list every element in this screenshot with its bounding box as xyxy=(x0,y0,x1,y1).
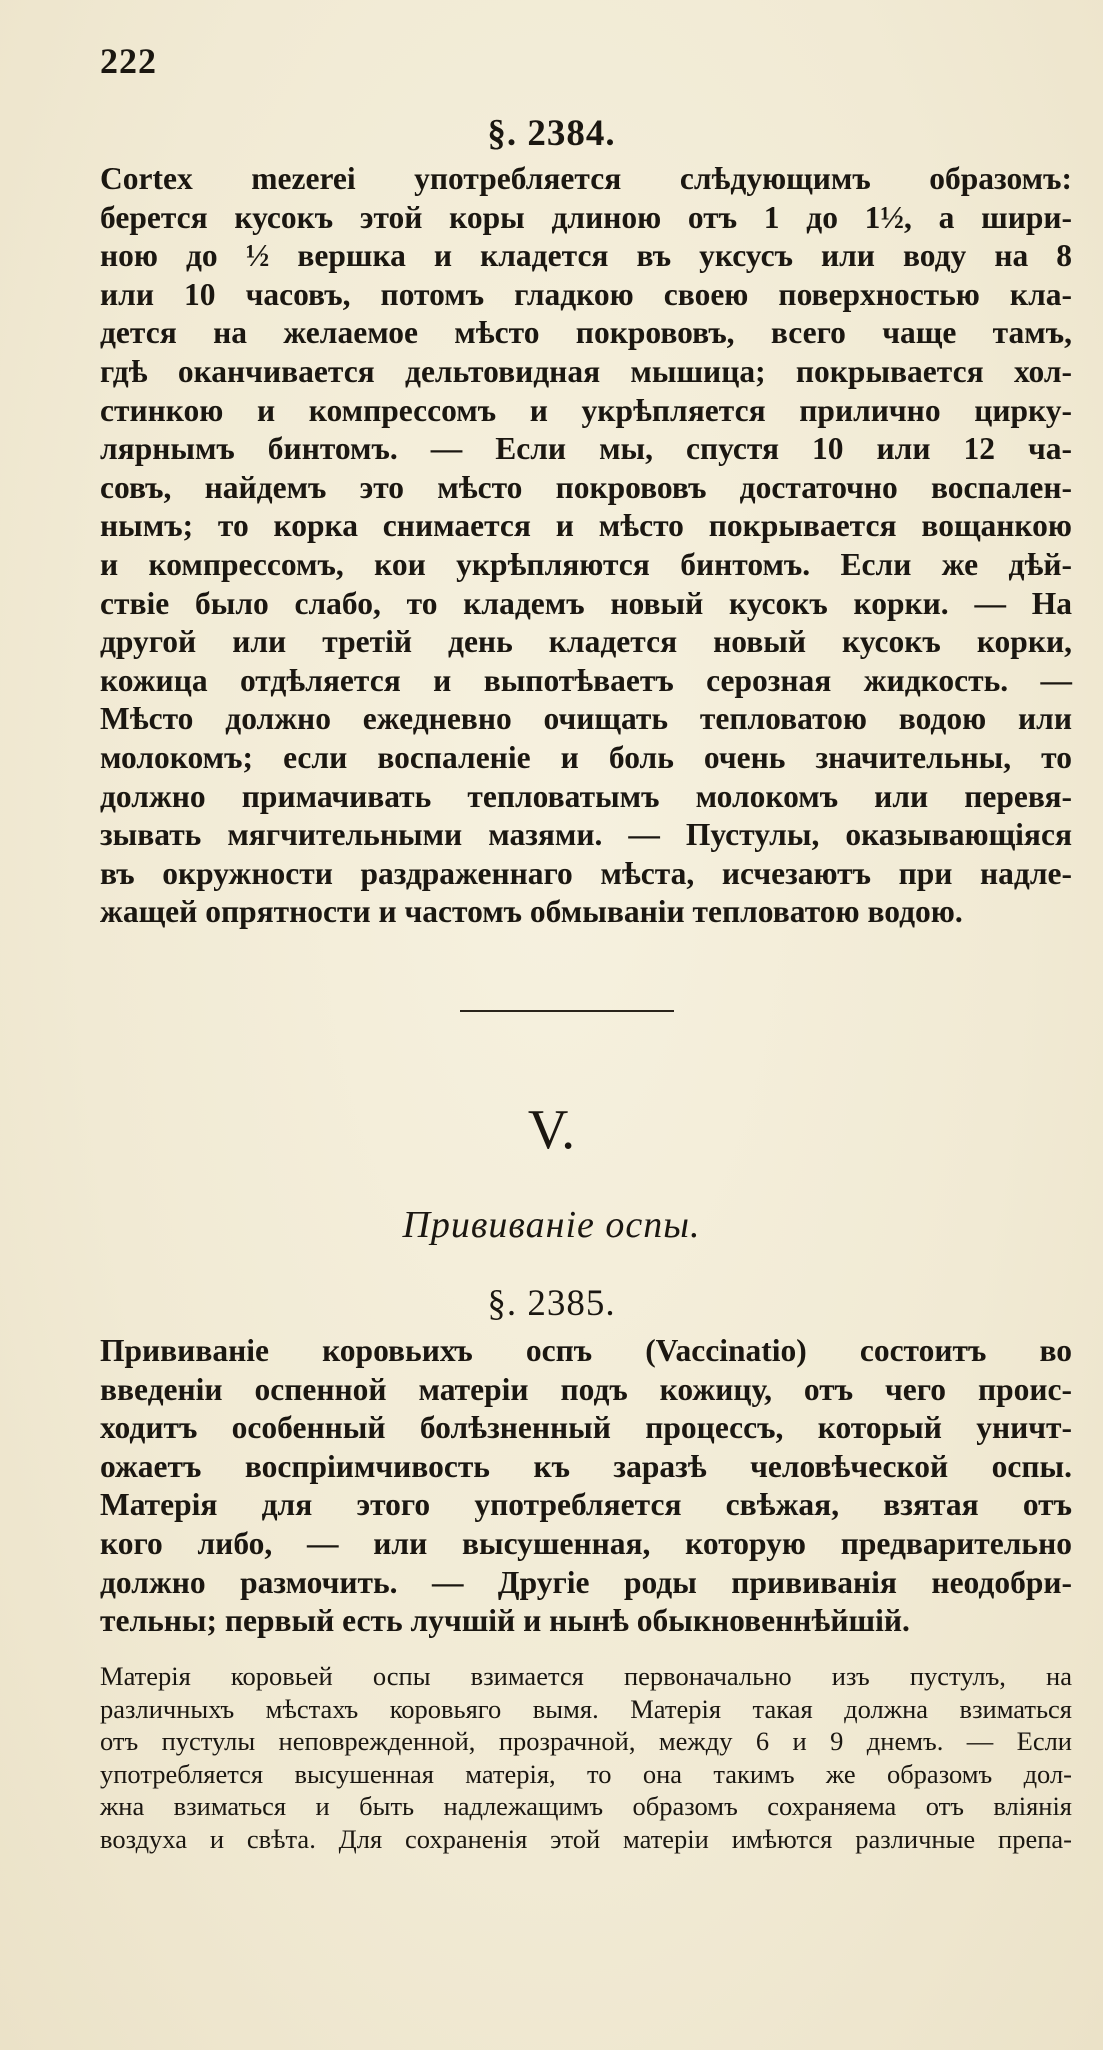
section-heading-2385: §. 2385. xyxy=(487,1283,616,1324)
paragraph-line: Cortex mezerei употребляется слѣдующимъ образомъ: xyxy=(100,161,1072,196)
paragraph-line: стинкою и компрессомъ и укрѣпляется прилично цирку- xyxy=(100,392,1072,428)
chapter-numeral: V. xyxy=(527,1099,576,1161)
paragraph-line: или 10 часовъ, потомъ гладкою своею поверхностью кла- xyxy=(100,276,1072,312)
chapter-title: Прививаніе оспы. xyxy=(402,1204,701,1246)
paragraph-line: молокомъ; если воспаленіе и боль очень значительны, то xyxy=(100,739,1072,775)
page-number: 222 xyxy=(100,41,157,81)
note-line: Матерія коровьей оспы взимается первоначально изъ пустулъ, на xyxy=(100,1661,1072,1691)
paragraph-line: совъ, найдемъ это мѣсто покрововъ достаточно воспален- xyxy=(100,469,1072,505)
small-print-note xyxy=(100,1660,1072,1855)
note-line: воздуха и свѣта. Для сохраненія этой матеріи имѣются различные препа- xyxy=(100,1823,1072,1854)
paragraph-line: другой или третій день кладется новый кусокъ корки, xyxy=(100,624,1072,660)
section-divider-rule xyxy=(460,1010,674,1012)
paragraph-line: ходитъ особенный болѣзненный процессъ, который уничт- xyxy=(100,1410,1072,1446)
paragraph-line: должно примачивать тепловатымъ молокомъ или перевя- xyxy=(100,778,1072,814)
note-line: отъ пустулы неповрежденной, прозрачной, между 6 и 9 днемъ. — Если xyxy=(100,1726,1072,1756)
note-line: различныхъ мѣстахъ коровьяго вымя. Матерія такая должна взиматься xyxy=(100,1693,1072,1724)
paragraph-line: Мѣсто должно ежедневно очищать тепловатою водою или xyxy=(100,701,1072,737)
paragraph-line: дется на желаемое мѣсто покрововъ, всего чаще тамъ, xyxy=(100,315,1072,351)
section-2385-paragraph xyxy=(100,1332,1072,1641)
paragraph-line: тельны; первый есть лучшій и нынѣ обыкновеннѣйшій. xyxy=(100,1603,910,1639)
paragraph-line: зывать мягчительными мазями. — Пустулы, оказывающіяся xyxy=(100,817,1072,853)
paragraph-line: жащей опрятности и частомъ обмываніи тепловатою водою. xyxy=(100,894,963,930)
paragraph-line: нымъ; то корка снимается и мѣсто покрывается вощанкою xyxy=(100,508,1072,544)
paragraph-line: введеніи оспенной матеріи подъ кожицу, отъ чего проис- xyxy=(100,1371,1072,1407)
paragraph-line: кого либо, — или высушенная, которую предварительно xyxy=(100,1525,1072,1561)
paragraph-line: въ окружности раздраженнаго мѣста, исчезаютъ при надле- xyxy=(100,855,1072,891)
paragraph-line: должно размочить. — Другіе роды прививанія неодобри- xyxy=(100,1564,1072,1600)
paragraph-line: лярнымъ бинтомъ. — Если мы, спустя 10 или 12 ча- xyxy=(100,431,1072,467)
section-heading-2384: §. 2384. xyxy=(487,113,616,154)
paragraph-line: кожица отдѣляется и выпотѣваетъ серозная жидкость. — xyxy=(100,662,1072,698)
paragraph-line: ствіе было слабо, то кладемъ новый кусокъ корки. — На xyxy=(100,585,1072,621)
note-line: употребляется высушенная матерія, то она такимъ же образомъ дол- xyxy=(100,1758,1072,1789)
paragraph-line: и компрессомъ, кои укрѣпляются бинтомъ. Если же дѣй- xyxy=(100,546,1072,582)
section-2384-paragraph xyxy=(100,160,1072,932)
paragraph-line: ожаетъ воспріимчивость къ заразѣ человѣческой оспы. xyxy=(100,1448,1072,1484)
note-line: жна взиматься и быть надлежащимъ образомъ сохраняема отъ вліянія xyxy=(100,1791,1072,1821)
paragraph-line: гдѣ оканчивается дельтовидная мышица; покрывается хол- xyxy=(100,353,1072,389)
paragraph-line: Прививаніе коровьихъ оспъ (Vaccinatio) состоитъ во xyxy=(100,1333,1072,1368)
paragraph-line: Матерія для этого употребляется свѣжая, взятая отъ xyxy=(100,1487,1072,1523)
paragraph-line: ною до ½ вершка и кладется въ уксусъ или воду на 8 xyxy=(100,238,1072,274)
paragraph-line: берется кусокъ этой коры длиною отъ 1 до 1½, а шири- xyxy=(100,199,1072,235)
